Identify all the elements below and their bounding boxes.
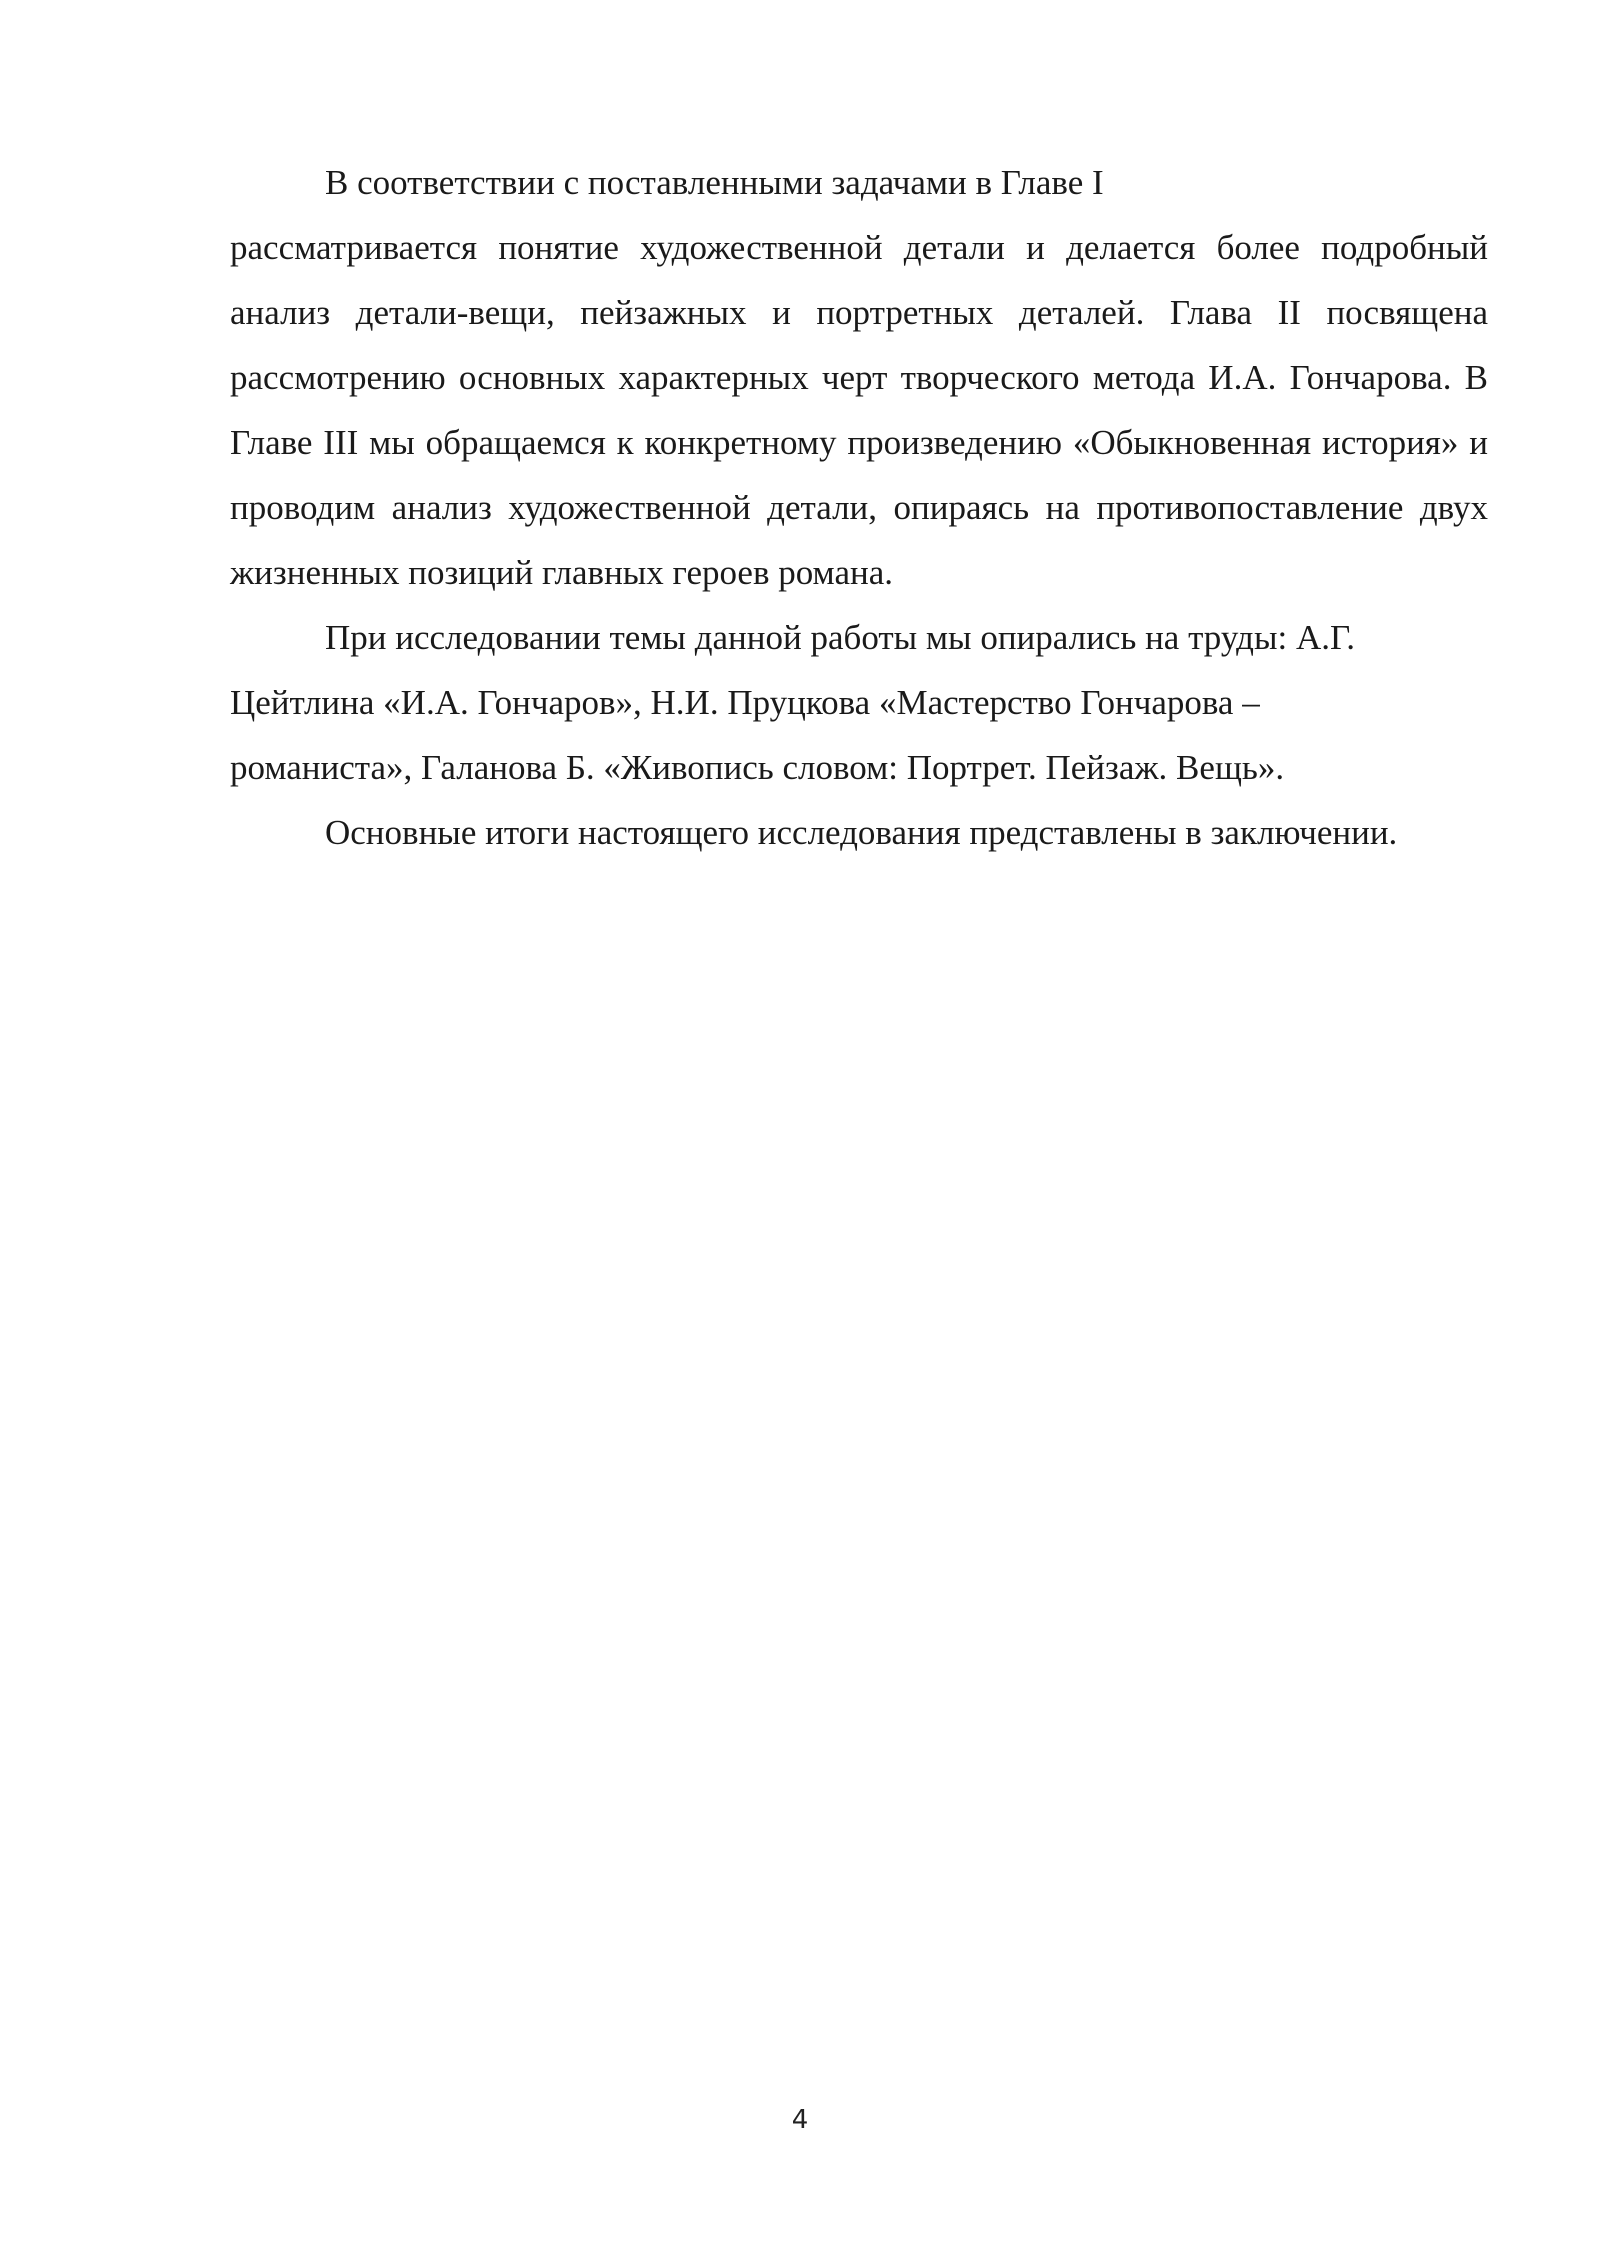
paragraph-2-continued bbox=[230, 670, 1488, 800]
document-body bbox=[230, 150, 1488, 865]
paragraph-2-line-3: романиста», Галанова Б. «Живопись словом: Портрет. Пейзаж. Вещь». bbox=[230, 748, 1285, 787]
page-number: 4 bbox=[791, 2105, 809, 2135]
paragraph-3-text: Основные итоги настоящего исследования представлены в заключении. bbox=[325, 813, 1398, 852]
paragraph-1-first-line: В соответствии с поставленными задачами в Главе I bbox=[325, 163, 1104, 202]
paragraph-3 bbox=[230, 800, 1488, 865]
paragraph-1-text: рассматривается понятие художественной детали и делается более подробный анализ детали-вещи, пейзажных и портретных деталей. Глава II посвящена рассмотрению основных характерных черт творческого метода И.А. Гончарова. В Главе III мы обращаемся к конкретному произведению «Обыкновенная история» и проводим анализ художественной детали, опираясь на противопоставление двух жизненных позиций главных героев романа. bbox=[230, 228, 1488, 592]
paragraph-1 bbox=[230, 150, 1488, 605]
paragraph-2 bbox=[230, 605, 1488, 670]
paragraph-2-line-2: Цейтлина «И.А. Гончаров», Н.И. Пруцкова «Мастерство Гончарова – bbox=[230, 683, 1260, 722]
paragraph-2-line-1: При исследовании темы данной работы мы опирались на труды: А.Г. bbox=[325, 618, 1356, 657]
